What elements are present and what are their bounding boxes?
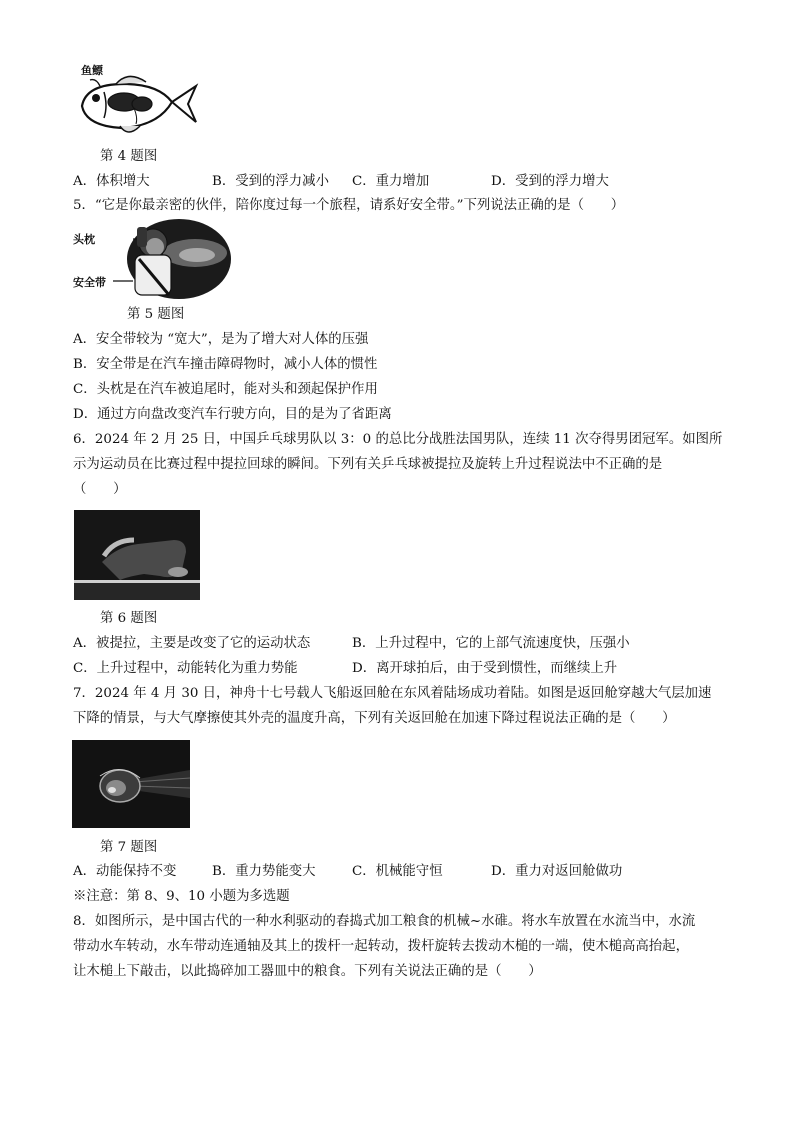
question-8-stem-line-2: 带动水车转动，水车带动连通轴及其上的拨杆一起转动，拨杆旋转去拨动木槌的一端，使木槌高高抬起， [73,939,689,954]
return-capsule-icon [72,740,190,828]
q7-option-c: C．机械能守恒 [352,864,443,879]
question-6-stem-line-3: （ ） [73,482,127,497]
seatbelt-figure [73,219,233,303]
q6-option-a: A．被提拉，主要是改变了它的运动状态 [73,636,311,651]
figure-5-caption: 第 5 题图 [127,307,185,322]
figure-7-caption: 第 7 题图 [100,840,158,855]
seatbelt-label: 安全带 [73,276,106,289]
q4-option-b: B．受到的浮力减小 [212,174,329,189]
q7-option-d: D．重力对返回舱做功 [491,864,623,879]
q5-option-b: B．安全带是在汽车撞击障碍物时，减小人体的惯性 [73,357,378,372]
question-6-stem-line-2: 示为运动员在比赛过程中提拉回球的瞬间。下列有关乒乓球被提拉及旋转上升过程说法中不正确的是 [73,457,663,472]
figure-4-caption: 第 4 题图 [100,149,158,164]
headrest-label: 头枕 [73,233,95,246]
q6-option-c: C．上升过程中，动能转化为重力势能 [73,661,298,676]
question-8-stem-line-1: 8．如图所示，是中国古代的一种水利驱动的舂捣式加工粮食的机械~水碓。将水车放置在水流当中，水流 [73,914,696,929]
q5-option-d: D．通过方向盘改变汽车行驶方向，目的是为了省距离 [73,407,392,422]
q4-option-c: C．重力增加 [352,174,430,189]
q4-option-a: A．体积增大 [73,174,150,189]
q4-option-d: D．受到的浮力增大 [491,174,609,189]
q6-option-b: B．上升过程中，它的上部气流速度快，压强小 [352,636,630,651]
fish-figure-label: 鱼鳔 [81,64,103,77]
q7-option-b: B．重力势能变大 [212,864,316,879]
question-8-stem-line-3: 让木槌上下敲击，以此捣碎加工器皿中的粮食。下列有关说法正确的是（ ） [73,964,542,979]
question-7-stem-line-1: 7．2024 年 4 月 30 日，神舟十七号载人飞船返回舱在东风着陆场成功着陆。如图是返回舱穿越大气层加速 [73,686,712,701]
return-capsule-photo [72,740,190,828]
multi-choice-note: ※注意：第 8、9、10 小题为多选题 [73,889,290,904]
q7-option-a: A．动能保持不变 [73,864,177,879]
table-tennis-player-icon [74,510,200,600]
fish-figure [76,62,200,140]
figure-6-caption: 第 6 题图 [100,611,158,626]
q5-option-c: C．头枕是在汽车被追尾时，能对头和颈起保护作用 [73,382,378,397]
q6-option-d: D．离开球拍后，由于受到惯性，而继续上升 [352,661,618,676]
question-5-stem: 5．“它是你最亲密的伙伴，陪你度过每一个旅程，请系好安全带。”下列说法正确的是（ ） [73,198,625,213]
q5-option-a: A．安全带较为 “宽大”，是为了增大对人体的压强 [73,332,369,347]
table-tennis-photo [74,510,200,600]
question-6-stem-line-1: 6．2024 年 2 月 25 日，中国乒乓球男队以 3：0 的总比分战胜法国男队，连续 11 次夺得男团冠军。如图所 [73,432,723,447]
driver-seatbelt-icon [73,219,233,303]
question-7-stem-line-2: 下降的情景，与大气摩擦使其外壳的温度升高，下列有关返回舱在加速下降过程说法正确的是（ ） [73,711,676,726]
